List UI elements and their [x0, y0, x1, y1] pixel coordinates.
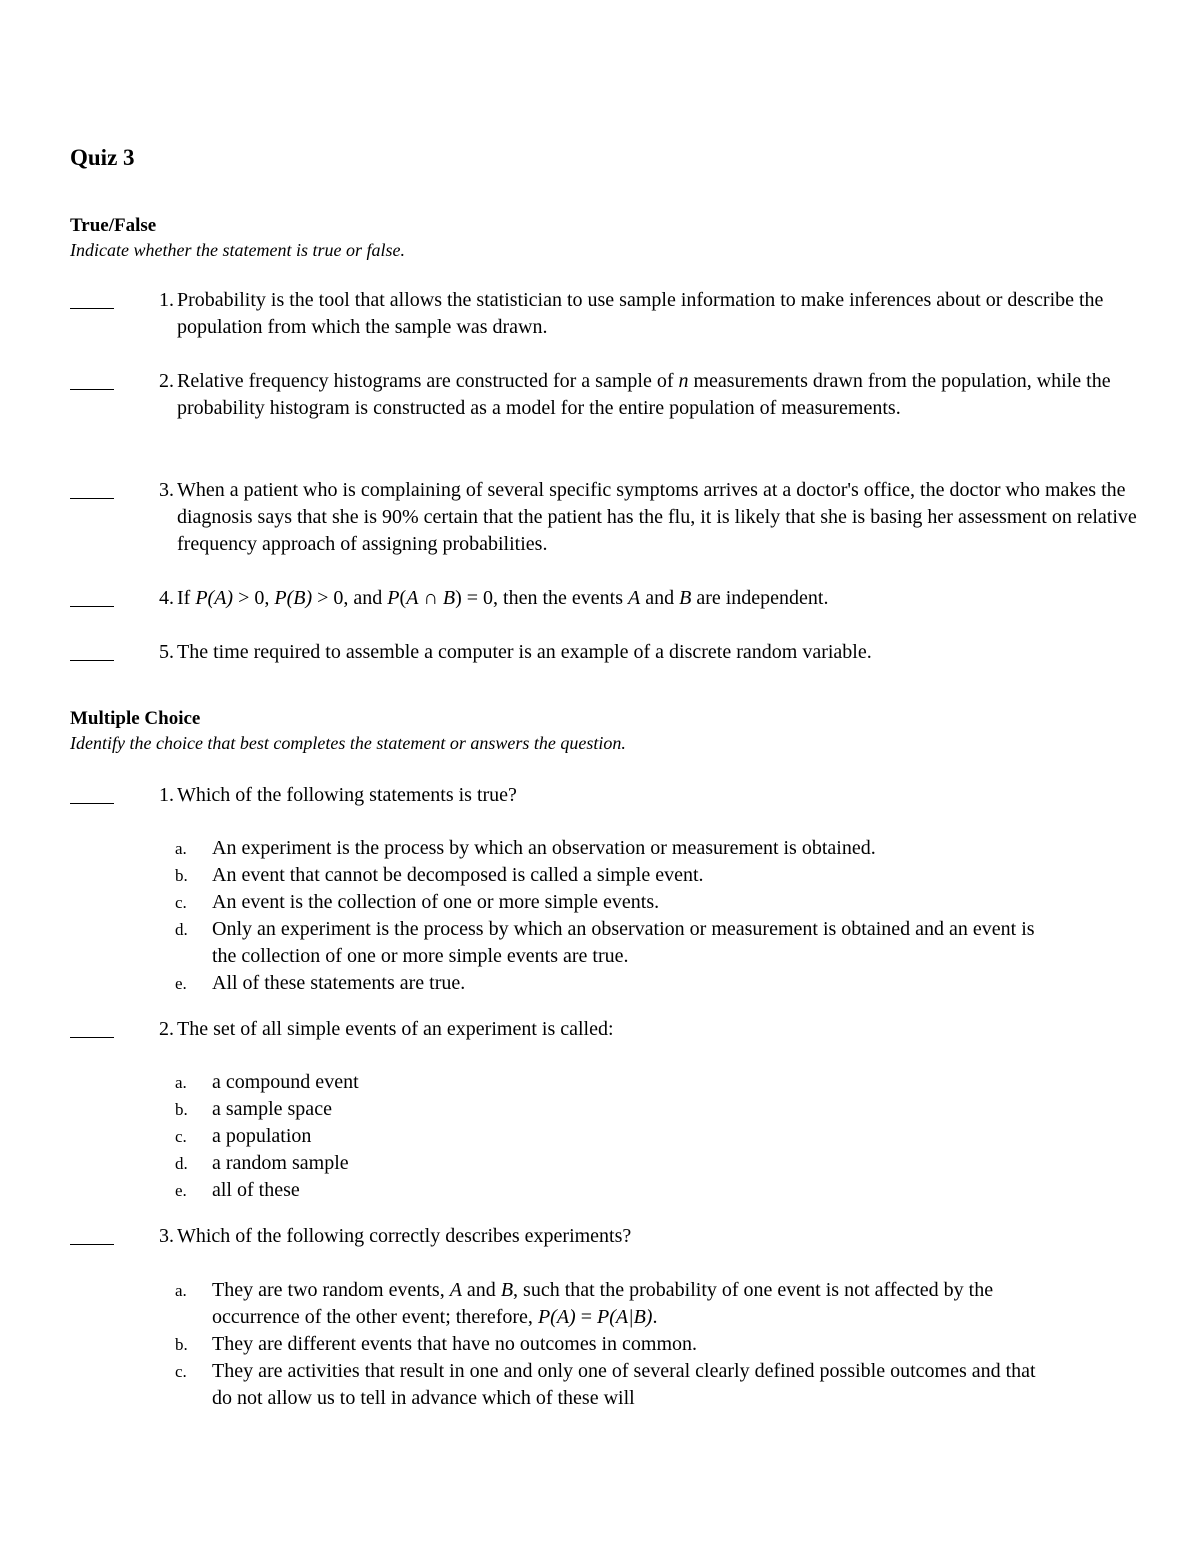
choice-a[interactable]: a. a compound event	[175, 1071, 359, 1093]
section-instruction: Identify the choice that best completes the statement or answers the question.	[70, 733, 626, 753]
choice-list	[175, 1277, 1055, 1412]
question-text: Probability is the tool that allows the statistician to use sample information to make inferences about or describe the population from which the sample was drawn.	[177, 289, 1104, 338]
question-number: 2.	[159, 1018, 174, 1040]
choice-e[interactable]: e. All of these statements are true.	[175, 972, 466, 994]
answer-blank[interactable]	[70, 1244, 114, 1245]
choice-b[interactable]: b. a sample space	[175, 1098, 332, 1120]
choice-c[interactable]: c. They are activities that result in one and only one of several clearly defined possible outcomes and that do not allow us to tell in advance which of these will	[175, 1360, 1036, 1409]
choice-c[interactable]: c. a population	[175, 1125, 312, 1147]
true-false-section	[70, 214, 1150, 262]
choice-d[interactable]: d. Only an experiment is the process by which an observation or measurement is obtained and an event is the collection of one or more simple events are true.	[175, 918, 1035, 967]
question-text: When a patient who is complaining of several specific symptoms arrives at a doctor's office, the doctor who makes the diagnosis says that she is 90% certain that the patient has the flu, it is likely that she is basing her assessment on relative frequency approach of assigning probabilities.	[177, 479, 1137, 555]
answer-blank[interactable]	[70, 498, 114, 499]
answer-blank[interactable]	[70, 1037, 114, 1038]
section-instruction: Indicate whether the statement is true or false.	[70, 240, 405, 260]
question-text: The time required to assemble a computer is an example of a discrete random variable.	[177, 641, 872, 663]
question-number: 1.	[159, 289, 174, 311]
page-title: Quiz 3	[70, 145, 135, 170]
question-text: Which of the following correctly describes experiments?	[177, 1225, 632, 1247]
question-text: The set of all simple events of an experiment is called:	[177, 1018, 614, 1040]
question-text: Which of the following statements is true?	[177, 784, 517, 806]
answer-blank[interactable]	[70, 803, 114, 804]
question-number: 1.	[159, 784, 174, 806]
answer-blank[interactable]	[70, 660, 114, 661]
question-number: 5.	[159, 641, 174, 663]
question-number: 3.	[159, 479, 174, 501]
choice-d[interactable]: d. a random sample	[175, 1152, 349, 1174]
choice-a[interactable]: a. An experiment is the process by which an observation or measurement is obtained.	[175, 837, 876, 859]
question-number: 4.	[159, 587, 174, 609]
choice-a[interactable]: a. They are two random events, A and B, such that the probability of one event is not affected by the occurrence of the other event; therefore, P(A) = P(A|B).	[175, 1279, 994, 1328]
choice-list	[175, 835, 1055, 997]
answer-blank[interactable]	[70, 389, 114, 390]
choice-e[interactable]: e. all of these	[175, 1179, 300, 1201]
question-text: Relative frequency histograms are constructed for a sample of n measurements drawn from the population, while the probability histogram is constructed as a model for the entire population of measurements.	[177, 370, 1111, 419]
answer-blank[interactable]	[70, 308, 114, 309]
answer-blank[interactable]	[70, 606, 114, 607]
choice-c[interactable]: c. An event is the collection of one or more simple events.	[175, 891, 660, 913]
section-heading: True/False	[70, 215, 157, 236]
choice-b[interactable]: b. They are different events that have no outcomes in common.	[175, 1333, 698, 1355]
section-heading: Multiple Choice	[70, 708, 201, 729]
multiple-choice-section	[70, 707, 1150, 755]
question-text: If P(A) > 0, P(B) > 0, and P(A ∩ B) = 0, then the events A and B are independent.	[177, 587, 829, 609]
choice-b[interactable]: b. An event that cannot be decomposed is called a simple event.	[175, 864, 704, 886]
question-number: 3.	[159, 1225, 174, 1247]
question-number: 2.	[159, 370, 174, 392]
choice-list	[175, 1069, 1055, 1204]
